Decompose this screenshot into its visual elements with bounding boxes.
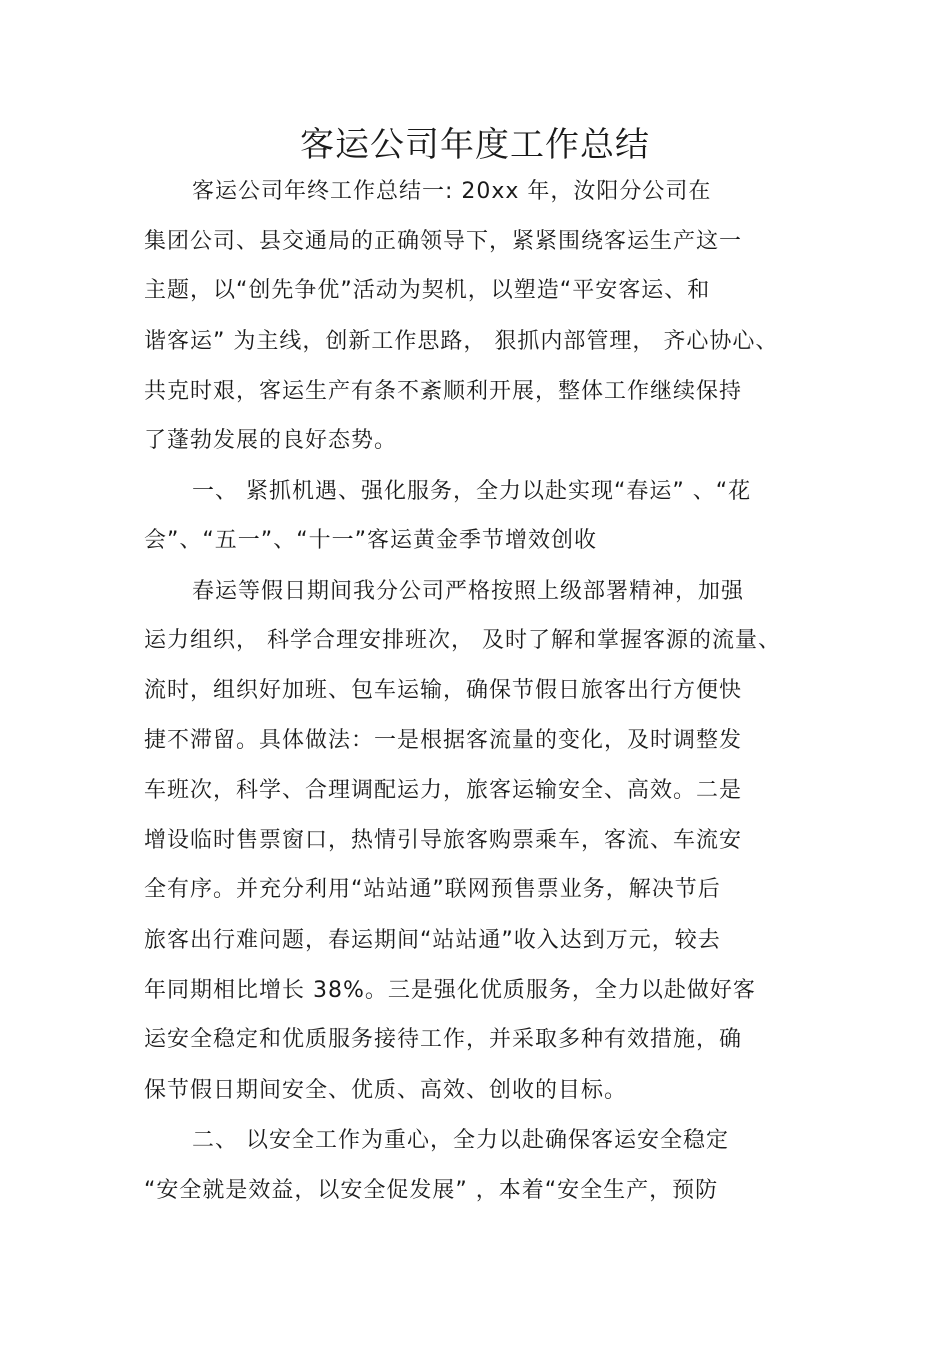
paragraph-line: 主题，以“创先争优”活动为契机，以塑造“平安客运、和 xyxy=(144,278,711,303)
paragraph-line: 了蓬勃发展的良好态势。 xyxy=(144,428,398,453)
paragraph-line: 保节假日期间安全、优质、高效、创收的目标。 xyxy=(144,1078,628,1103)
paragraph-line: 谐客运” 为主线，创新工作思路， 狠抓内部管理， 齐心协心、 xyxy=(144,329,779,354)
paragraph-line: 车班次，科学、合理调配运力，旅客运输安全、高效。二是 xyxy=(144,778,743,803)
paragraph-line: 共克时艰，客运生产有条不紊顺利开展，整体工作继续保持 xyxy=(144,379,743,404)
section-heading-line: 会”、“五一”、“十一”客运黄金季节增效创收 xyxy=(144,528,597,553)
paragraph-line: 全有序。并充分利用“站站通”联网预售票业务，解决节后 xyxy=(144,877,721,902)
paragraph-line: 集团公司、县交通局的正确领导下，紧紧围绕客运生产这一 xyxy=(144,229,743,254)
paragraph-line: 捷不滞留。具体做法：一是根据客流量的变化，及时调整发 xyxy=(144,728,743,753)
section-heading-line: 一、 紧抓机遇、强化服务，全力以赴实现“春运” 、“花 xyxy=(192,479,752,504)
paragraph-line: 客运公司年终工作总结一: 20xx 年，汝阳分公司在 xyxy=(192,179,712,204)
paragraph-line: 增设临时售票窗口，热情引导旅客购票乘车，客流、车流安 xyxy=(144,828,743,853)
paragraph-line: 年同期相比增长 38%。三是强化优质服务，全力以赴做好客 xyxy=(144,978,756,1003)
paragraph-line: “安全就是效益，以安全促发展” ，本着“安全生产，预防 xyxy=(144,1178,719,1203)
document-title: 客运公司年度工作总结 xyxy=(300,125,650,165)
paragraph-line: 流时，组织好加班、包车运输，确保节假日旅客出行方便快 xyxy=(144,678,743,703)
paragraph-line: 春运等假日期间我分公司严格按照上级部署精神，加强 xyxy=(192,579,745,604)
section-heading-line: 二、 以安全工作为重心，全力以赴确保客运安全稳定 xyxy=(192,1128,729,1153)
paragraph-line: 运安全稳定和优质服务接待工作，并采取多种有效措施，确 xyxy=(144,1027,743,1052)
paragraph-line: 旅客出行难问题，春运期间“站站通”收入达到万元，较去 xyxy=(144,928,721,953)
paragraph-line: 运力组织， 科学合理安排班次， 及时了解和掌握客源的流量、 xyxy=(144,628,781,653)
